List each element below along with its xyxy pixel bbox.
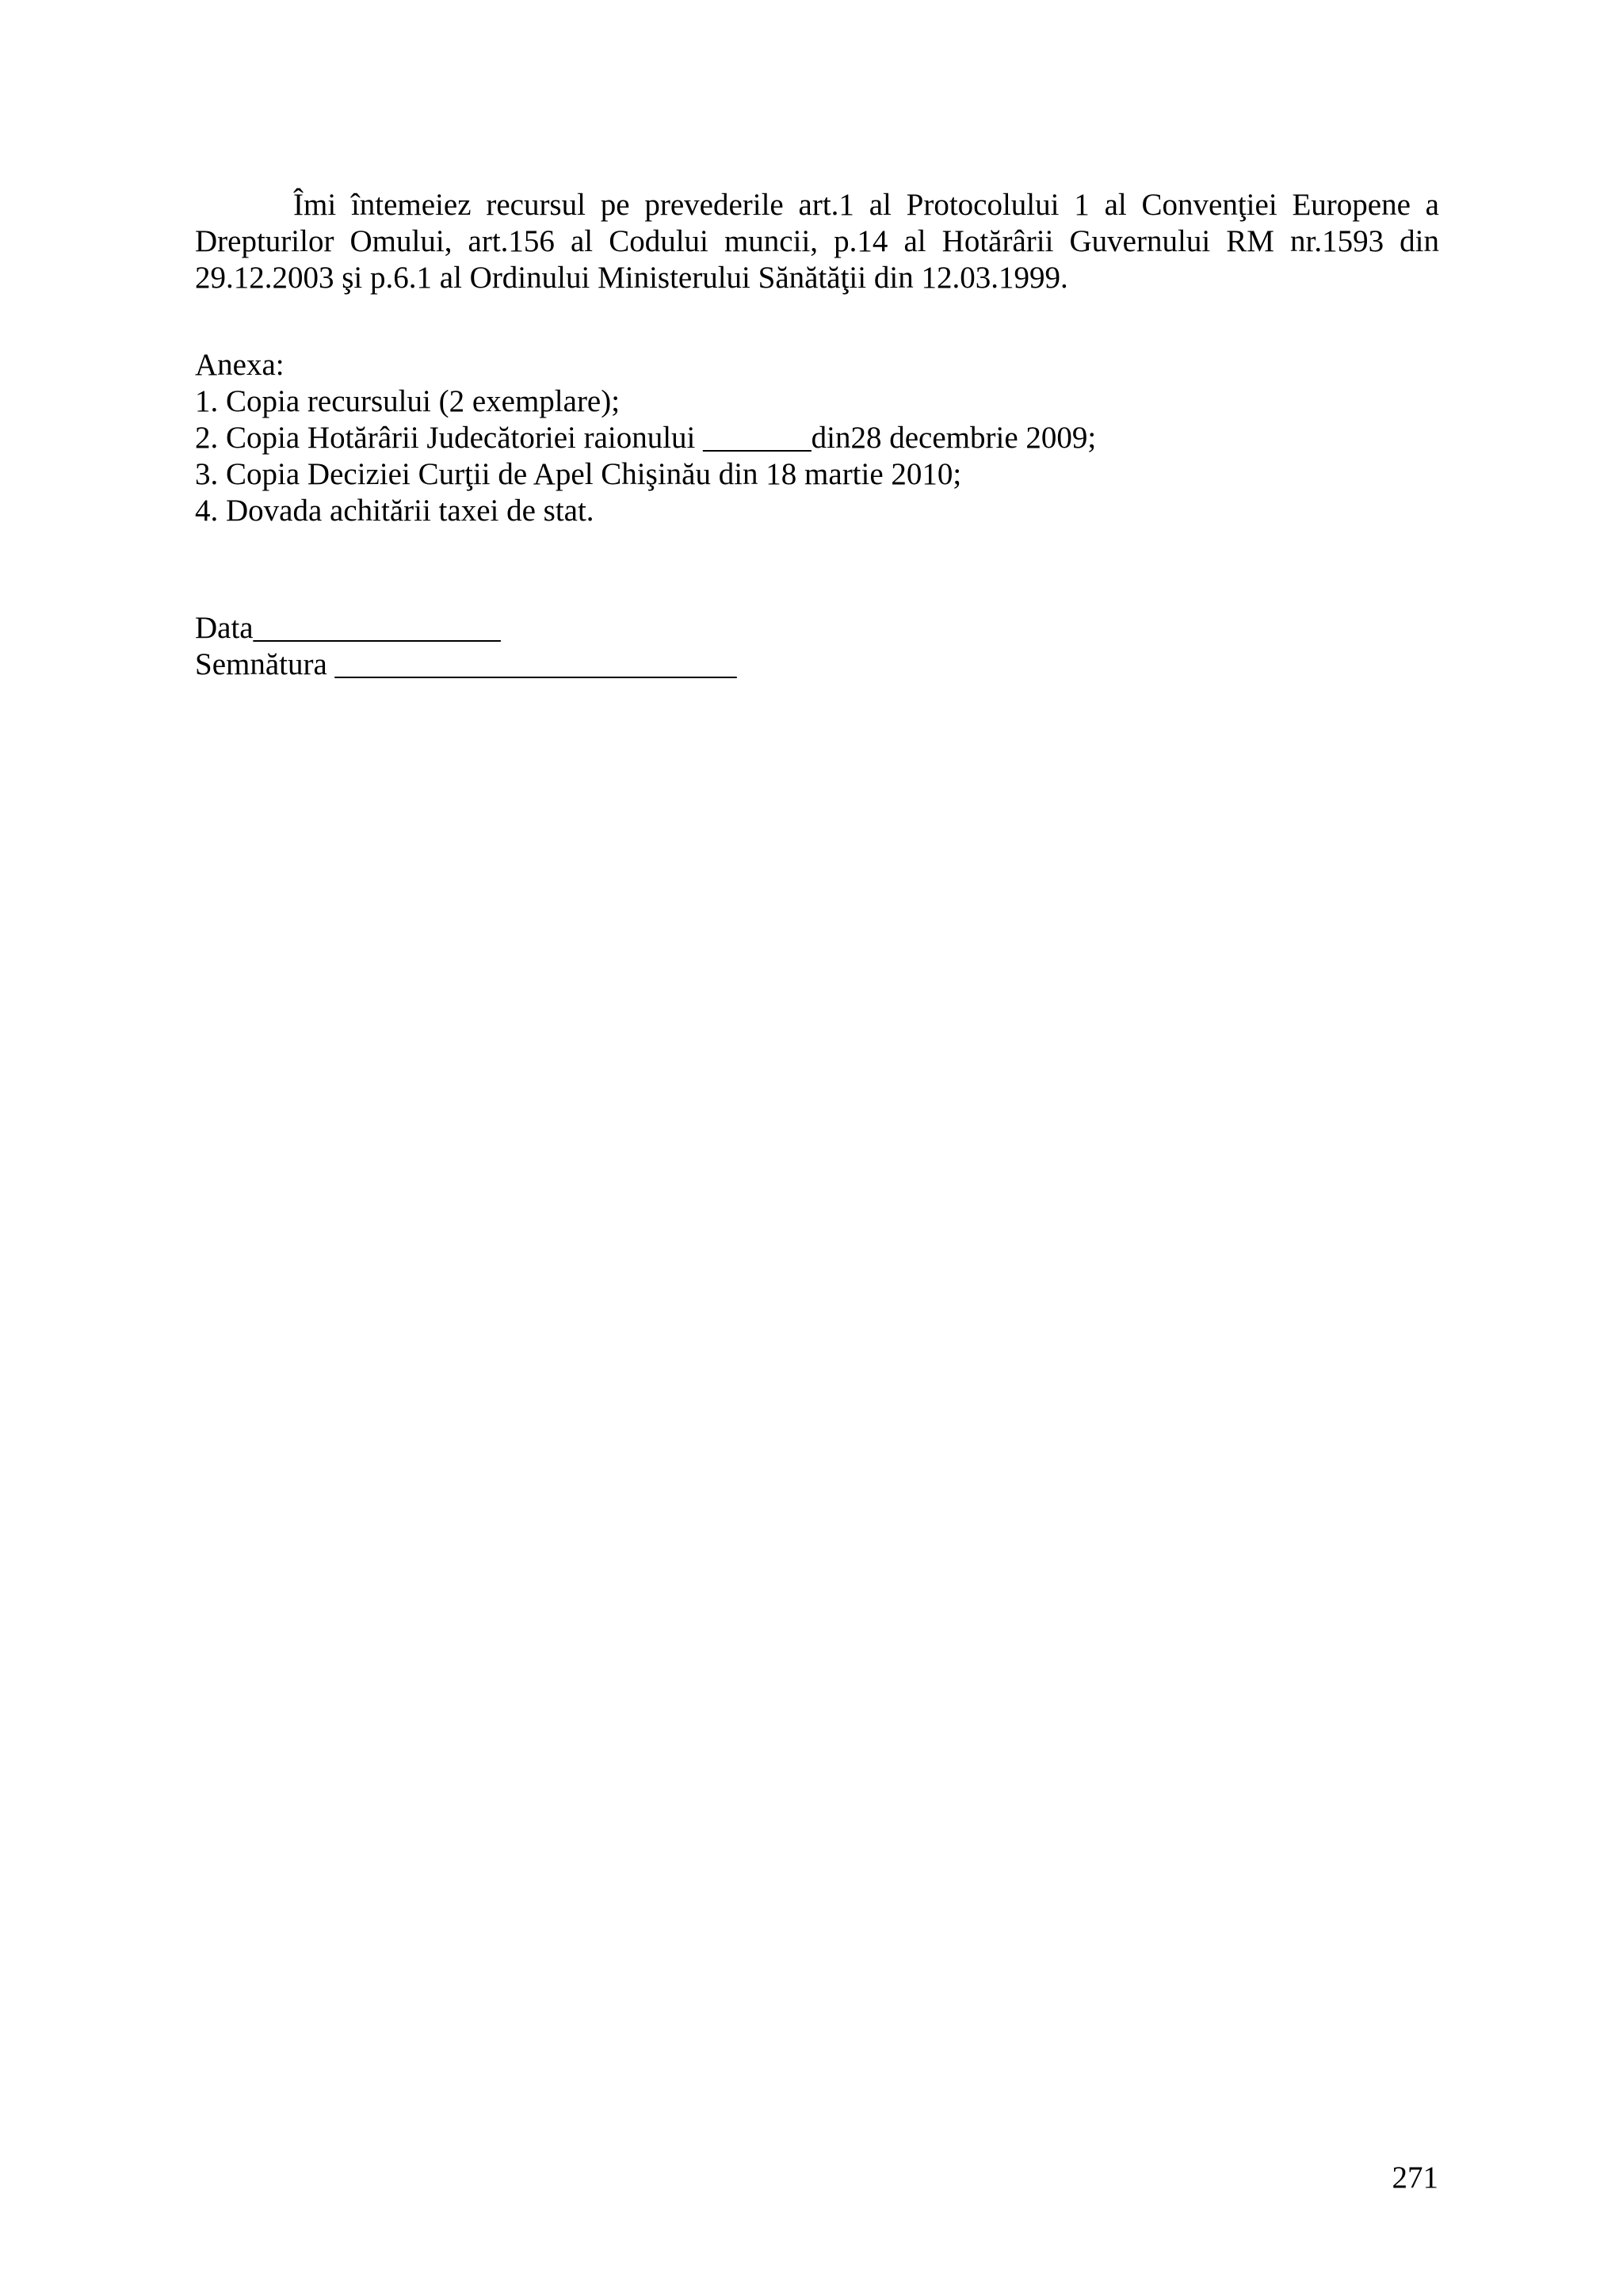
- body-paragraph: Îmi întemeiez recursul pe prevederile art.1 al Protocolului 1 al Convenţiei Europene a Drepturilor Omului, art.156 al Codului muncii, p.14 al Hotărârii Guvernului RM nr.1593 din 29.12.2003 şi p.6.1 al Ordinului Ministerului Sănătăţii din 12.03.1999.: [195, 188, 1439, 295]
- annex-item: 1. Copia recursului (2 exemplare);: [195, 384, 621, 418]
- date-line: Data________________: [195, 611, 501, 645]
- page-number: 271: [1392, 2161, 1438, 2195]
- signature-line: Semnătura __________________________: [195, 647, 737, 681]
- annex-section: [195, 347, 1439, 529]
- annex-item: 4. Dovada achitării taxei de stat.: [195, 494, 594, 528]
- annex-item: 3. Copia Deciziei Curţii de Apel Chişinău din 18 martie 2010;: [195, 457, 962, 491]
- annex-item: 2. Copia Hotărârii Judecătoriei raionului _______din28 decembrie 2009;: [195, 421, 1097, 455]
- signature-section: [195, 610, 1439, 683]
- annex-heading: Anexa:: [195, 348, 285, 382]
